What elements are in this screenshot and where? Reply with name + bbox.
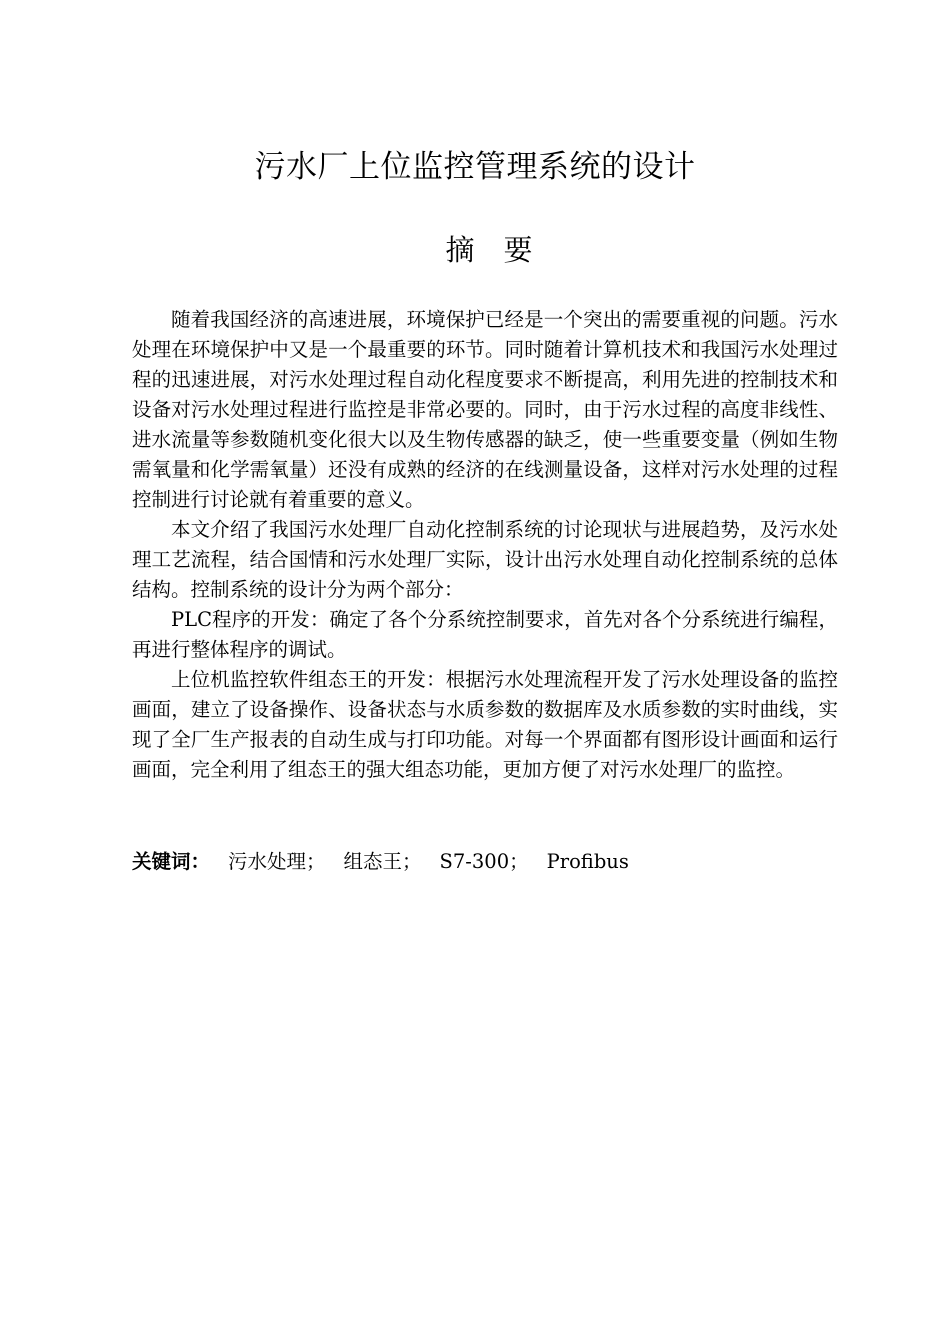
abstract-paragraph: 随着我国经济的高速进展，环境保护已经是一个突出的需要重视的问题。污水处理在环境保护中又是一个最重要的环节。同时随着计算机技术和我国污水处理过程的迅速进展，对污水处理过程自动化程度要求不断提高，利用先进的控制技术和设备对污水处理过程进行监控是非常必要的。同时，由于污水过程的高度非线性、进水流量等参数随机变化很大以及生物传感器的缺乏，使一些重要变量（例如生物需氧量和化学需氧量）还没有成熟的经济的在线测量设备，这样对污水处理的过程控制进行讨论就有着重要的意义。 xyxy=(132,308,838,511)
keywords-line xyxy=(132,847,838,877)
keyword-item: Profibus xyxy=(546,850,629,873)
abstract-paragraph: 本文介绍了我国污水处理厂自动化控制系统的讨论现状与进展趋势，及污水处理工艺流程，结合国情和污水处理厂实际，设计出污水处理自动化控制系统的总体结构。控制系统的设计分为两个部分： xyxy=(132,518,838,601)
abstract-heading: 摘 要 xyxy=(445,233,533,267)
abstract-body xyxy=(132,305,838,785)
document-title: 污水厂上位监控管理系统的设计 xyxy=(254,149,696,185)
keywords-label: 关键词： xyxy=(132,850,211,873)
keyword-item: 污水处理； xyxy=(228,850,326,873)
abstract-paragraph: PLC程序的开发：确定了各个分系统控制要求，首先对各个分系统进行编程，再进行整体程序的调试。 xyxy=(132,608,838,661)
keyword-item: S7-300； xyxy=(439,850,529,873)
keyword-item: 组态王； xyxy=(343,850,422,873)
abstract-paragraph: 上位机监控软件组态王的开发：根据污水处理流程开发了污水处理设备的监控画面，建立了设备操作、设备状态与水质参数的数据库及水质参数的实时曲线，实现了全厂生产报表的自动生成与打印功能。对每一个界面都有图形设计画面和运行画面，完全利用了组态王的强大组态功能，更加方便了对污水处理厂的监控。 xyxy=(132,668,838,781)
